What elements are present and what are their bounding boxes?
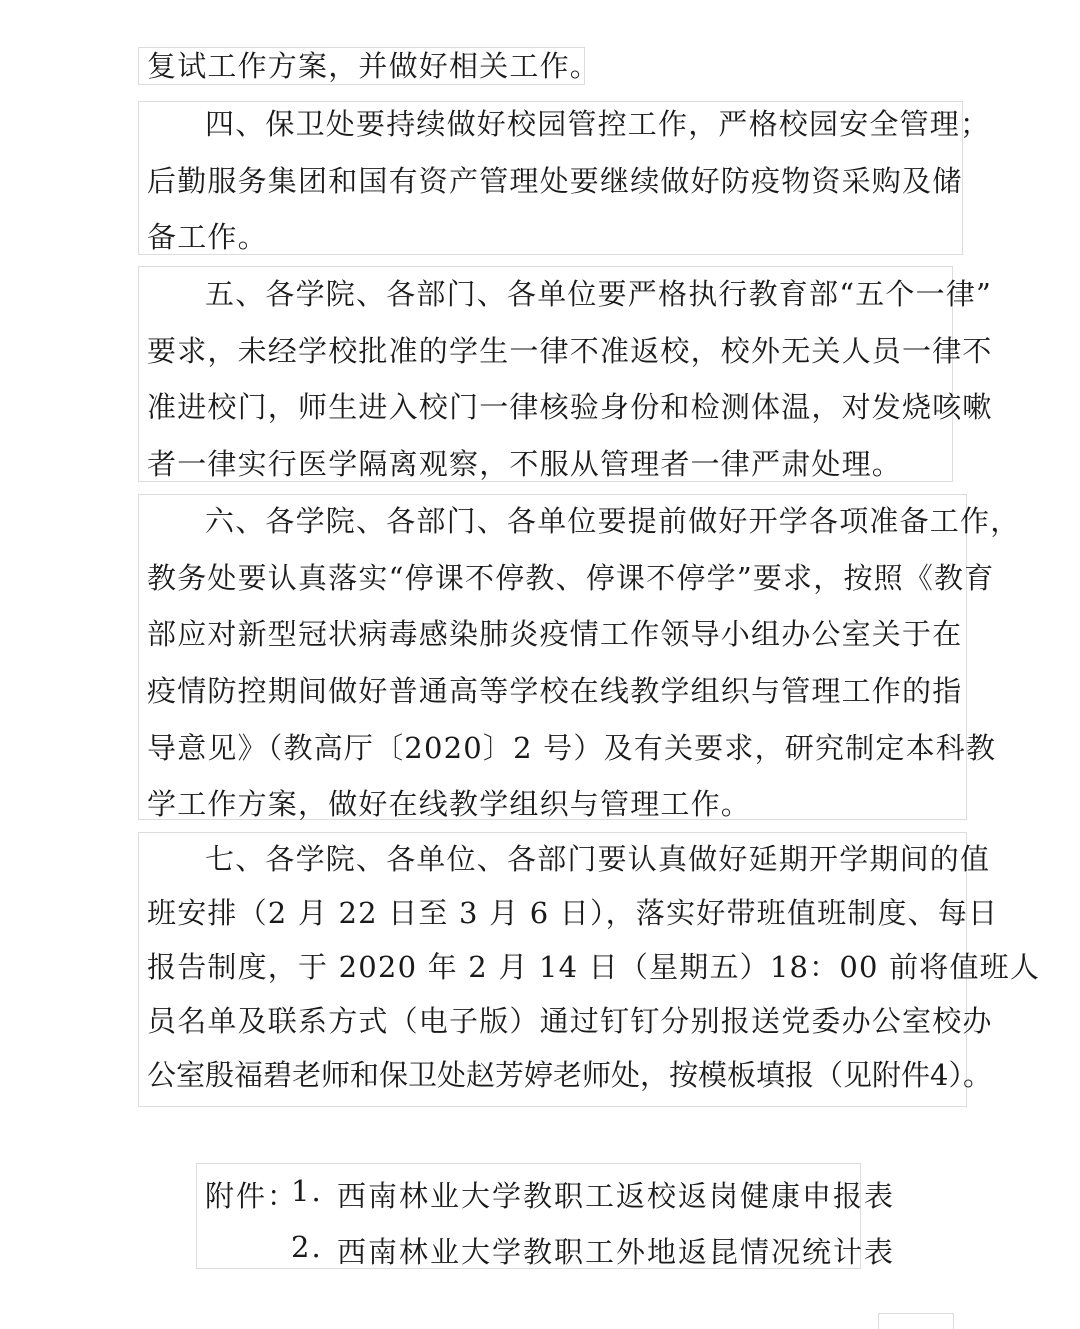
paragraph-line: 教务处要认真落实“停课不停教、停课不停学”要求，按照《教育 [147,560,995,595]
paragraph-line: 五、各学院、各部门、各单位要严格执行教育部“五个一律” [205,277,993,311]
next-block-edge [878,1313,954,1329]
paragraph-line: 导意见》（教高厅〔2020〕2 号）及有关要求，研究制定本科教 [147,730,997,765]
paragraph-line: 准进校门，师生进入校门一律核验身份和检测体温，对发烧咳嗽 [147,390,993,425]
paragraph-line: 后勤服务集团和国有资产管理处要继续做好防疫物资采购及储 [147,163,963,198]
paragraph-line: 报告制度，于 2020 年 2 月 14 日（星期五）18：00 前将值班人 [147,950,1041,984]
attachment-number: 2. [291,1230,323,1264]
paragraph-line: 要求，未经学校批准的学生一律不准返校，校外无关人员一律不 [147,333,993,368]
text-fragment-block [138,47,601,85]
attachment-title: 西南林业大学教职工外地返昆情况统计表 [337,1235,896,1269]
paragraph-line: 备工作。 [147,220,268,255]
section-5-block [138,266,993,482]
attachments-block [196,1163,896,1269]
paragraph-line: 疫情防控期间做好普通高等学校在线教学组织与管理工作的指 [147,674,963,709]
attachment-number: 1. [291,1174,323,1208]
paragraph-line: 公室殷福碧老师和保卫处赵芳婷老师处，按模板填报（见附件4）。 [147,1058,992,1092]
section-4-block [138,101,991,255]
paragraph-line: 者一律实行医学隔离观察，不服从管理者一律严肃处理。 [147,447,903,482]
section-6-block [138,494,1021,822]
paragraph-line: 复试工作方案，并做好相关工作。 [147,49,601,83]
paragraph-line: 学工作方案，做好在线教学组织与管理工作。 [147,787,752,822]
section-7-block [138,832,1041,1107]
attachments-label: 附件： [205,1179,299,1213]
paragraph-line: 四、保卫处要持续做好校园管控工作，严格校园安全管理； [205,107,991,141]
paragraph-line: 部应对新型冠状病毒感染肺炎疫情工作领导小组办公室关于在 [147,617,963,652]
paragraph-line: 七、各学院、各单位、各部门要认真做好延期开学期间的值 [205,842,991,876]
paragraph-line: 员名单及联系方式（电子版）通过钉钉分别报送党委办公室校办 [147,1004,993,1038]
paragraph-line: 六、各学院、各部门、各单位要提前做好开学各项准备工作， [205,504,1021,538]
paragraph-line: 班安排（2 月 22 日至 3 月 6 日），落实好带班值班制度、每日 [147,896,999,930]
attachment-title: 西南林业大学教职工返校返岗健康申报表 [337,1179,896,1213]
